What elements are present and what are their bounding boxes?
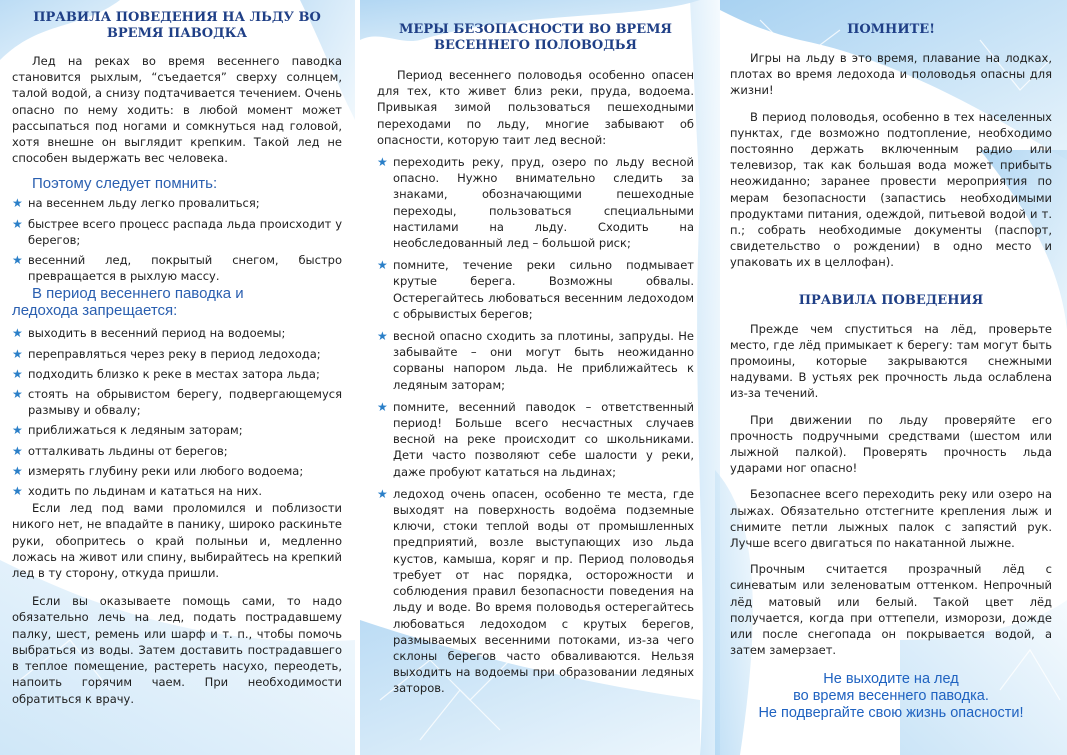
list-item: ★ приближаться к ледяным заторам; — [12, 423, 243, 438]
list-item: ★ на весеннем льду легко провалиться; — [12, 196, 260, 211]
remember-list — [12, 195, 342, 284]
col1-title-line1: ПРАВИЛА ПОВЕДЕНИЯ НА ЛЬДУ ВО — [33, 10, 321, 25]
forbidden-list — [12, 325, 342, 499]
star-icon: ★ — [377, 329, 388, 344]
star-icon: ★ — [12, 196, 23, 211]
list-item: ★ выходить в весенний период на водоемы; — [12, 326, 286, 341]
col1-para-fall: Если лед под вами проломился и поблизости никого нет, не впадайте в панику, широко раскиньте руки, обопритесь о край полыньи и, медленно ложась на живот или спину, выбирайтесь на крепкий лед в ту сторону, откуда пришли. — [12, 501, 342, 581]
remember-heading: Поэтому следует помнить: — [32, 175, 218, 193]
star-icon: ★ — [12, 387, 23, 402]
list-item: ★ измерять глубину реки или любого водоема; — [12, 463, 304, 478]
star-icon: ★ — [12, 484, 23, 499]
column-flood-safety — [377, 0, 694, 697]
list-item: ★ подходить близко к реке в местах затора льда; — [12, 366, 320, 381]
list-item: ★ быстрее всего процесс распада льда происходит у берегов; — [12, 216, 342, 247]
col1-title — [12, 10, 342, 42]
list-item: ★ переходить реку, пруд, озеро по льду весной опасно. Нужно внимательно следить за знаками, обозначающими пешеходные переходы, пользоваться специальными настилами на льду. Сходить на необследованный лед – большой риск; — [377, 155, 694, 251]
star-icon: ★ — [12, 346, 23, 361]
list-item: ★ ходить по льдинам и кататься на них. — [12, 484, 262, 499]
rule-2: При движении по льду проверяйте его прочность подручными средствами (шестом или лыжной палкой). Проверять прочность льда ударами ног опасно! — [730, 412, 1052, 476]
col1-intro: Лед на реках во время весеннего паводка становится рыхлым, “съедается” сверху солнцем, талой водой, а снизу подтачивается течением. Очень опасно по нему ходить: в любой момент может рассыпаться под ногами и сомкнуться над головой, хотя внешне он выглядит крепким. Такой лед не способен выдержать вес человека. — [12, 54, 342, 166]
rules-title: ПРАВИЛА ПОВЕДЕНИЯ — [798, 292, 984, 308]
col3-para2: В период половодья, особенно в тех населенных пунктах, где возможно подтопление, необходимо постоянно держать включенным радио или телевизор, так как большая вода может прибыть неожиданно; заранее провести мероприятия по мерам безопасности (запастись необходимыми продуктами питания, одеждой, питьевой водой и т. п.; собрать необходимые документы (паспорт, свидетельство о рождении) в одно место и упаковать их в целлофан). — [730, 109, 1052, 270]
column-ice-rules — [12, 0, 342, 707]
col2-intro: Период весеннего половодья особенно опасен для тех, кто живет близ реки, пруда, водоема. Привыкая зимой пользоваться пешеходными переходами по льду, многие забывают об опасности, которую таит лед весной: — [377, 68, 694, 147]
forbidden-heading — [12, 285, 342, 319]
closing-line2: во время весеннего паводка. — [793, 687, 989, 704]
list-item: ★ помните, весенний паводок – ответственный период! Больше всего несчастных случаев весной на реке происходит со школьниками. Дети часто позволяют себе шалости у реки, даже пробуют кататься на льдинах; — [377, 399, 694, 479]
star-icon: ★ — [12, 216, 23, 231]
col2-title-line2: ВЕСЕННЕГО ПОЛОВОДЬЯ — [434, 38, 637, 53]
list-item: ★ весенний лед, покрытый снегом, быстро превращается в рыхлую массу. — [12, 253, 342, 284]
list-item: ★ ледоход очень опасен, особенно те места, где выходят на поверхность водоёма подземные ключи, стоки теплой воды от промышленных предприятий, возле выступающих изо льда кустов, камыша, коряг и пр. Период половодья требует от нас порядка, осторожности и соблюдения правил безопасности поведения на льду и воде. Во время половодья остерегайтесь любоваться ледоходом с крутых берегов, размываемых весенними потоками, из-за чего склоны берегов часто обваливаются. Нельзя выходить на водоемы при образовании ледяных заторов. — [377, 486, 694, 696]
forbidden-heading-line2: ледохода запрещается: — [12, 302, 178, 320]
col3-title: ПОМНИТЕ! — [847, 22, 935, 37]
star-icon: ★ — [377, 399, 388, 414]
star-icon: ★ — [12, 423, 23, 438]
list-item: ★ помните, течение реки сильно подмывает крутые берега. Возможны обвалы. Остерегайтесь любоваться весенним ледоходом с обрывистых берегов; — [377, 258, 694, 321]
col1-para-help: Если вы оказываете помощь сами, то надо обязательно лечь на лед, подать пострадавшему палку, шест, ремень или шарф и т. п., чтобы помочь выбраться из воды. Затем доставить пострадавшего в теплое помещение, растереть насухо, переодеть, напоить горячим чаем. При необходимости обратиться к врачу. — [12, 594, 342, 706]
col2-title — [377, 22, 694, 54]
column-remember — [730, 0, 1052, 722]
rule-4: Прочным считается прозрачный лёд с синеватым или зеленоватым оттенком. Непрочный лёд матовый или белый. Такой цвет лёд получается, когда при оттепели, изморози, дожде или после снегопада он покрывается водой, а затем замерзает. — [730, 562, 1052, 658]
star-icon: ★ — [12, 253, 23, 268]
closing-line3: Не подвергайте свою жизнь опасности! — [758, 704, 1024, 721]
list-item: ★ отталкивать льдины от берегов; — [12, 443, 228, 458]
rule-3: Безопаснее всего переходить реку или озеро на лыжах. Обязательно отстегните крепления лыж и снимите петли лыжных палок с запястий рук. Лучше всего двигаться по накатанной лыжне. — [730, 487, 1052, 551]
col2-list — [377, 154, 694, 697]
star-icon: ★ — [377, 258, 388, 273]
col1-title-line2: ВРЕМЯ ПАВОДКА — [106, 26, 248, 41]
star-icon: ★ — [377, 486, 388, 501]
list-item: ★ стоять на обрывистом берегу, подвергающемуся размыву и обвалу; — [12, 387, 342, 418]
star-icon: ★ — [12, 443, 23, 458]
list-item: ★ весной опасно сходить за плотины, запруды. Не забывайте – они могут быть неожиданно сорваны напором льда. Не приближайтесь к ледяным заторам; — [377, 329, 694, 392]
star-icon: ★ — [377, 155, 388, 170]
closing-message — [730, 671, 1052, 722]
star-icon: ★ — [12, 366, 23, 381]
list-item: ★ переправляться через реку в период ледохода; — [12, 346, 321, 361]
star-icon: ★ — [12, 463, 23, 478]
closing-line1: Не выходите на лед — [823, 670, 959, 687]
rule-1: Прежде чем спуститься на лёд, проверьте место, где лёд примыкает к берегу: там могут быть промоины, которые закрываются снежными надувами. В устьях рек прочность льда ослаблена из-за течений. — [730, 321, 1052, 401]
col3-para1: Игры на льду в это время, плавание на лодках, плотах во время ледохода и половодья опасны для жизни! — [730, 51, 1052, 98]
col2-title-line1: МЕРЫ БЕЗОПАСНОСТИ ВО ВРЕМЯ — [399, 22, 672, 37]
forbidden-heading-line1: В период весеннего паводка и — [32, 285, 244, 303]
star-icon: ★ — [12, 326, 23, 341]
